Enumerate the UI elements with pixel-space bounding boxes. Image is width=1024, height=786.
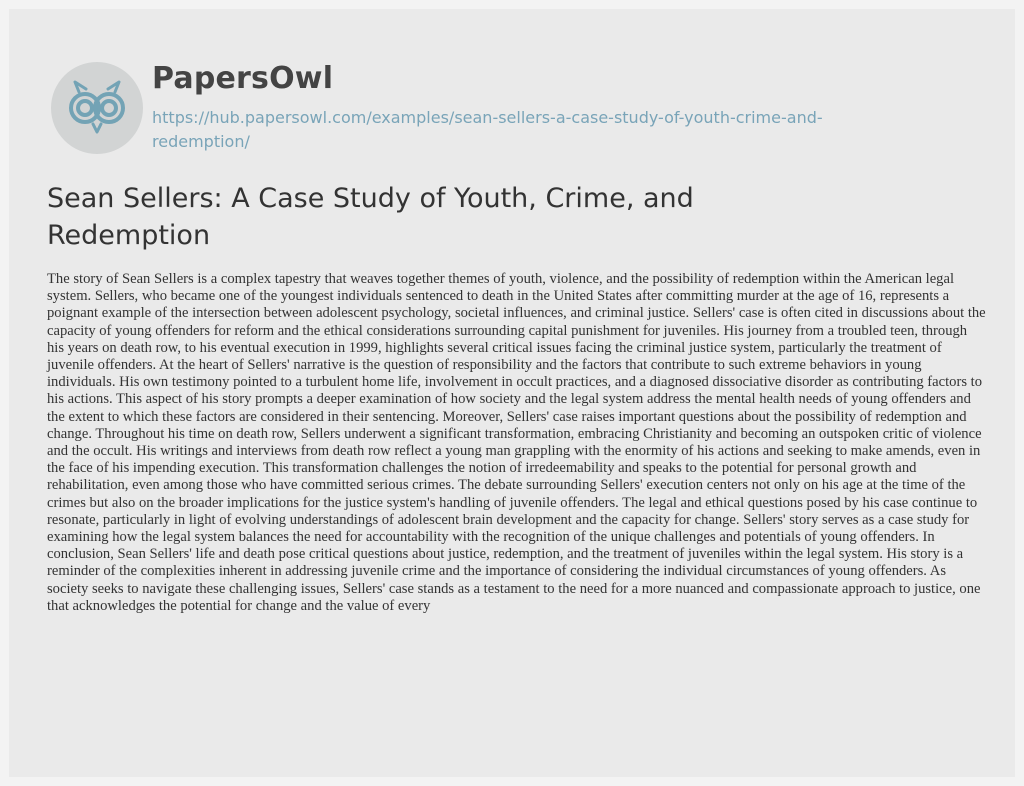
document-page: [9, 9, 1015, 777]
source-url[interactable]: https://hub.papersowl.com/examples/sean-sellers-a-case-study-of-youth-crime-and-redemption/: [152, 108, 823, 151]
page-header: [9, 9, 1015, 159]
owl-logo-graphic: [51, 62, 143, 154]
owl-icon: [51, 62, 143, 154]
document-title: Sean Sellers: A Case Study of Youth, Crime, and Redemption: [47, 183, 694, 251]
document-body: The story of Sean Sellers is a complex tapestry that weaves together themes of youth, violence, and the possibility of redemption within the American legal system. Sellers, who became one of the youngest individuals sentenced to death in the United States after committing murder at the age of 16, represents a poignant example of the intersection between adolescent psychology, societal influences, and criminal justice. Sellers' case is often cited in discussions about the capacity of young offenders for reform and the ethical considerations surrounding capital punishment for juveniles. His journey from a troubled teen, through his years on death row, to his eventual execution in 1999, highlights several critical issues facing the criminal justice system, particularly the treatment of juvenile offenders. At the heart of Sellers' narrative is the question of responsibility and the factors that contribute to such extreme behaviors in young individuals. His own testimony pointed to a turbulent home life, involvement in occult practices, and a diagnosed dissociative disorder as contributing factors to his actions. This aspect of his story prompts a deeper examination of how society and the legal system address the mental health needs of young offenders and the extent to which these factors are considered in their sentencing. Moreover, Sellers' case raises important questions about the possibility of redemption and change. Throughout his time on death row, Sellers underwent a significant transformation, embracing Christianity and becoming an outspoken critic of violence and the occult. His writings and interviews from death row reflect a young man grappling with the enormity of his actions and seeking to make amends, even in the face of his impending execution. This transformation challenges the notion of irredeemability and speaks to the potential for personal growth and rehabilitation, even among those who have committed serious crimes. The debate surrounding Sellers' execution centers not only on his age at the time of the crimes but also on the broader implications for the justice system's handling of juvenile offenders. The legal and ethical questions posed by his case continue to resonate, particularly in light of evolving understandings of adolescent brain development and the capacity for change. Sellers' story serves as a case study for examining how the legal system balances the need for accountability with the recognition of the unique challenges and potentials of young offenders. In conclusion, Sean Sellers' life and death pose critical questions about justice, redemption, and the treatment of juveniles within the legal system. His story is a reminder of the complexities inherent in addressing juvenile crime and the importance of considering the individual circumstances of young offenders. As society seeks to navigate these challenging issues, Sellers' case stands as a testament to the need for a more nuanced and compassionate approach to justice, one that acknowledges the potential for change and the value of every: [47, 271, 986, 614]
brand-name[interactable]: PapersOwl: [152, 61, 334, 96]
